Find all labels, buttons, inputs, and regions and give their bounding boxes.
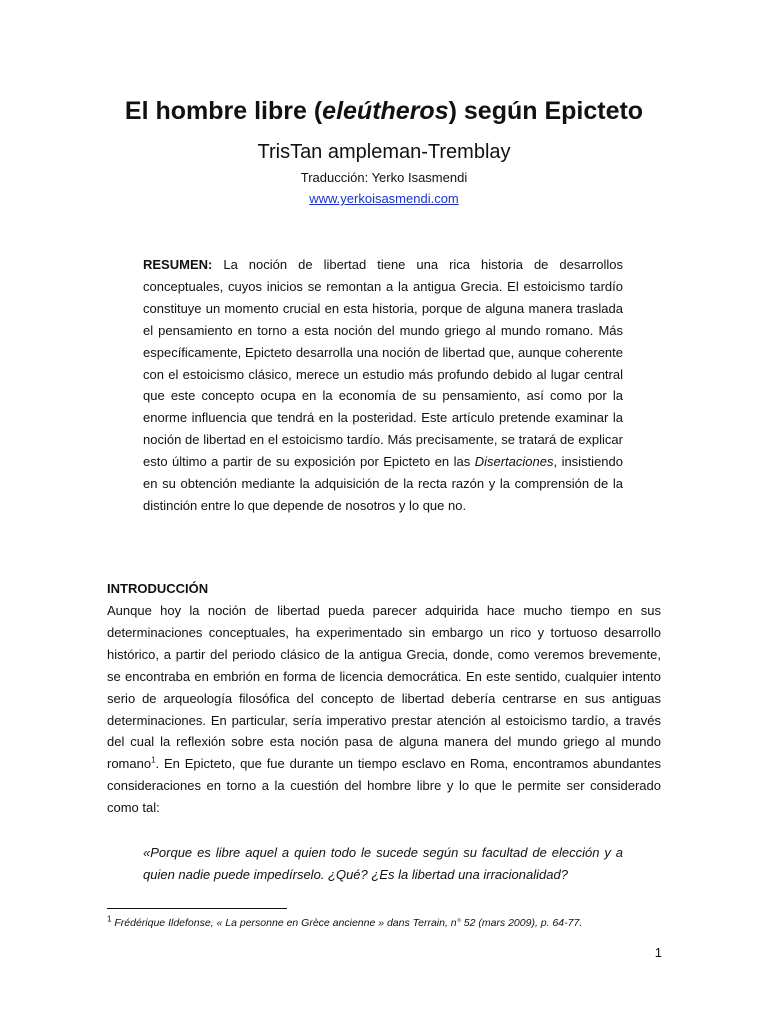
introduction-text-start: Aunque hoy la noción de libertad pueda parecer adquirida hace mucho tiempo en sus determinaciones conceptuales, ha experimentado sin embargo un rico y tortuoso desarrollo histórico, a partir del periodo clásico de la antigua Grecia, donde, como veremos brevemente, se encontraba en embrión en forma de licencia democrática. En este sentido, cualquier intento serio de arqueología filosófica del concepto de libertad debería centrarse en sus antiguas determinaciones. En particular, sería imperativo prestar atención al estoicismo tardío, a través del cual la reflexión sobre esta noción pasa de alguna manera del mundo griego al mundo romano — [107, 603, 661, 772]
introduction-text-end: . En Epicteto, que fue durante un tiempo esclavo en Roma, encontramos abundantes consideraciones en torno a la cuestión del hombre libre y lo que le permite ser considerado como tal: — [107, 756, 661, 816]
author-name: TrisTan ampleman-Tremblay — [257, 141, 511, 163]
page-number: 1 — [654, 945, 662, 960]
footnote-number: 1 — [107, 914, 112, 924]
footnote-text: Frédérique Ildefonse, « La personne en Grèce ancienne » dans Terrain, n° 52 (mars 2009), p. 64-77. — [111, 917, 583, 929]
abstract-label: RESUMEN: — [143, 257, 213, 272]
abstract-italic-term: Disertaciones — [474, 454, 554, 470]
translator-credit: Traducción: Yerko Isasmendi — [300, 170, 468, 185]
abstract-text-start: La noción de libertad tiene una rica historia de desarrollos conceptuales, cuyos inicios se remontan a la antigua Grecia. El estoicismo tardío constituye un momento crucial en esta historia, porque de alguna manera traslada el pensamiento en torno a esta noción del mundo griego al mundo romano. Más específicamente, Epicteto desarrolla una noción de libertad que, aunque coherente con el estoicismo clásico, merece un estudio más profundo debido al lugar central que este concepto ocupa en la economía de su pensamiento, así como por la enorme influencia que tendrá en la posteridad. Este artículo pretende examinar la noción de libertad en el estoicismo tardío. Más precisamente, se tratará de explicar esto último a partir de su exposición por Epicteto en las — [143, 257, 623, 470]
introduction-paragraph — [107, 600, 661, 819]
footnote — [107, 915, 667, 931]
document-title — [0, 94, 768, 128]
quotation-block: «Porque es libre aquel a quien todo le sucede según su facultad de elección y a quien nadie puede impedírselo. ¿Qué? ¿Es la libertad una irracionalidad? — [143, 845, 623, 882]
title-text-end: ) según Epicteto — [448, 97, 644, 125]
website-line — [0, 190, 768, 208]
abstract-paragraph — [143, 254, 623, 517]
title-italic-term: eleútheros — [322, 97, 449, 125]
title-text-start: El hombre libre ( — [124, 97, 323, 125]
website-link[interactable]: www.yerkoisasmendi.com — [309, 191, 459, 206]
introduction-heading: INTRODUCCIÓN — [107, 581, 209, 596]
abstract-text-end: , insistiendo en su obtención mediante la adquisición de la recta razón y la comprensión de la distinción entre lo que depende de nosotros y lo que no. — [143, 454, 623, 513]
footnote-separator — [107, 908, 287, 909]
footnote-reference[interactable]: 1 — [151, 756, 156, 766]
